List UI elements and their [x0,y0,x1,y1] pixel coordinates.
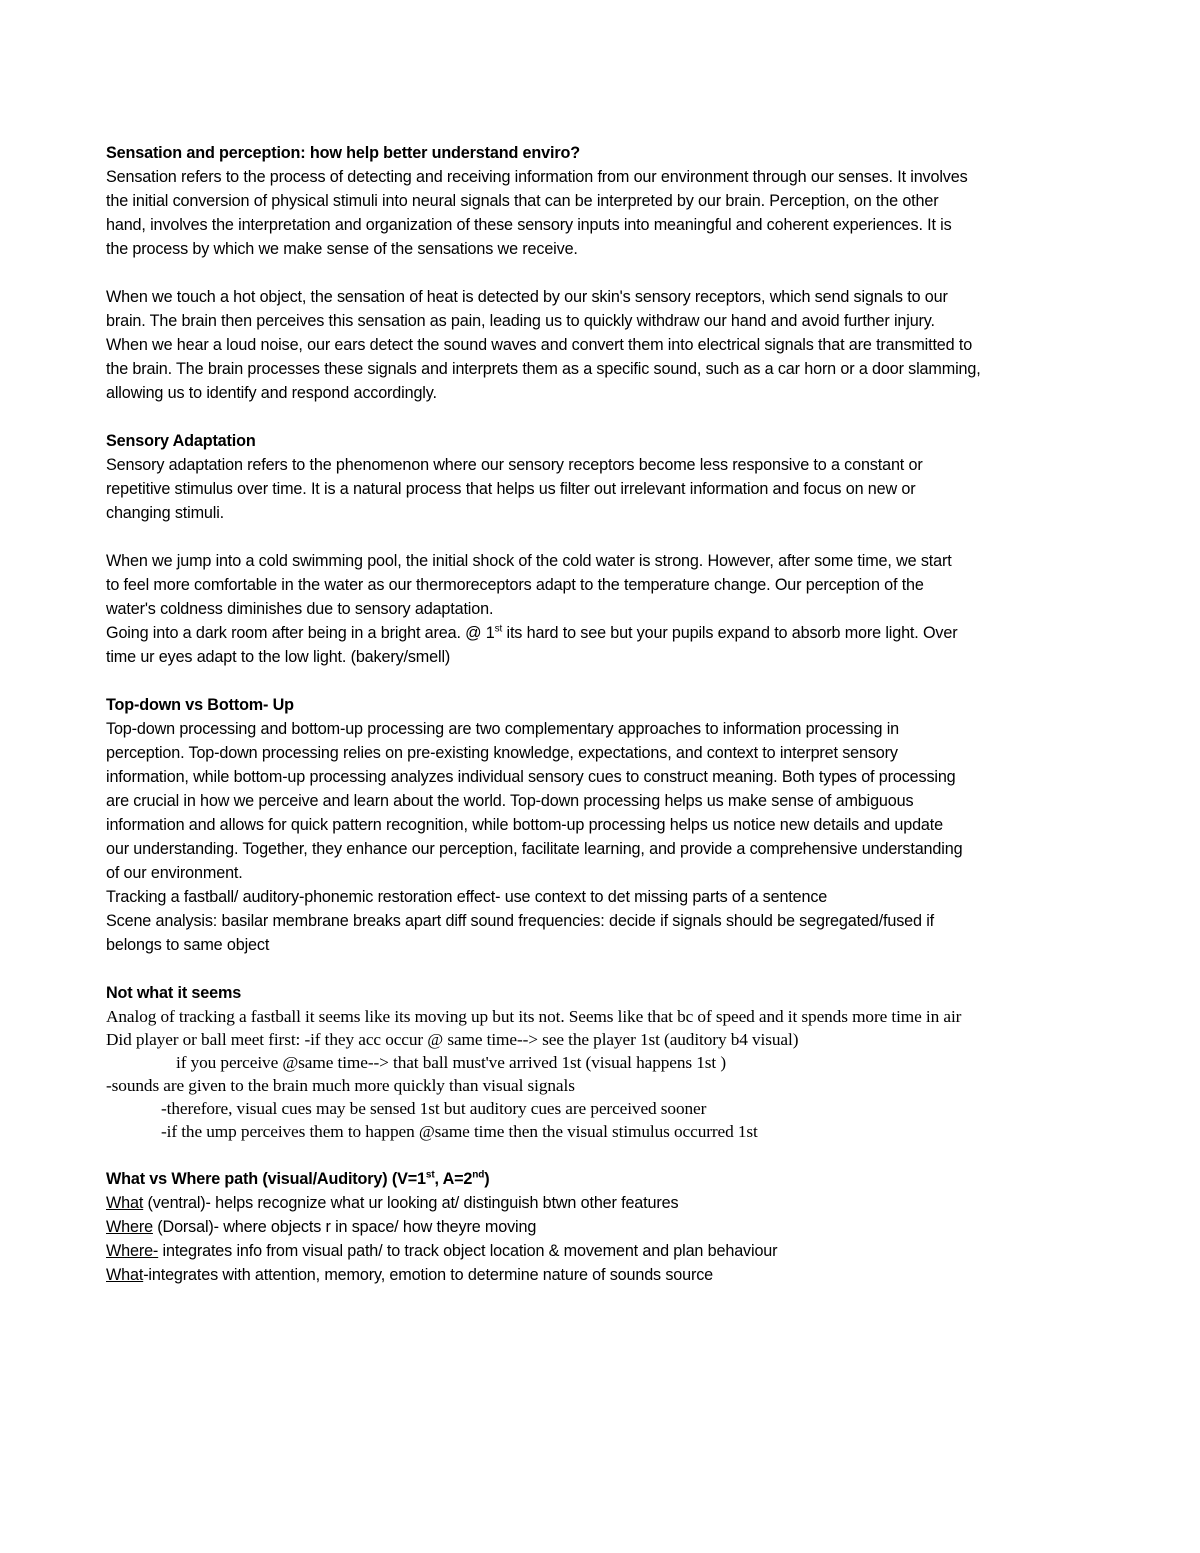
paragraph-line [106,621,1106,645]
spacer [106,1143,1106,1167]
spacer [106,261,1106,285]
section-heading-top-down: Top-down vs Bottom- Up [106,696,294,714]
paragraph-line: to feel more comfortable in the water as our thermoreceptors adapt to the temperature change. Our perception of the [106,576,924,594]
definition: -integrates with attention, memory, emotion to determine nature of sounds source [143,1266,714,1284]
spacer [106,669,1106,693]
paragraph-line: time ur eyes adapt to the low light. (bakery/smell) [106,648,451,666]
paragraph-line: When we touch a hot object, the sensation of heat is detected by our skin's sensory receptors, which send signals to our [106,288,948,306]
paragraph-line: allowing us to identify and respond accordingly. [106,384,437,402]
text-run: What vs Where path (visual/Auditory) (V=1 [106,1170,426,1188]
superscript: nd [472,1169,485,1181]
paragraph-line: Sensory adaptation refers to the phenomenon where our sensory receptors become less responsive to a constant or [106,456,923,474]
paragraph-line: When we hear a loud noise, our ears detect the sound waves and convert them into electrical signals that are transmitted to [106,336,973,354]
definition-line [106,1215,1106,1239]
definition: (ventral)- helps recognize what ur looking at/ distinguish btwn other features [143,1194,679,1212]
section-heading-sensory-adaptation: Sensory Adaptation [106,432,256,450]
section-heading-sensation: Sensation and perception: how help better understand enviro? [106,144,580,162]
paragraph-line: Tracking a fastball/ auditory-phonemic restoration effect- use context to det missing parts of a sentence [106,888,828,906]
section-heading-not-what-it-seems: Not what it seems [106,984,242,1002]
paragraph-line: hand, involves the interpretation and organization of these sensory inputs into meaningful and coherent experiences. It is [106,216,952,234]
superscript: st [425,1169,435,1181]
paragraph-line: information, while bottom-up processing analyzes individual sensory cues to construct meaning. Both types of processing [106,768,956,786]
paragraph-line: belongs to same object [106,936,270,954]
term: Where- [106,1242,159,1260]
paragraph-line: When we jump into a cold swimming pool, the initial shock of the cold water is strong. However, after some time, we start [106,552,952,570]
paragraph-line: -therefore, visual cues may be sensed 1st but auditory cues are perceived sooner [161,1099,707,1118]
text-run: Going into a dark room after being in a bright area. @ 1 [106,624,495,642]
paragraph-line: brain. The brain then perceives this sensation as pain, leading us to quickly withdraw our hand and avoid further injury. [106,312,935,330]
paragraph-line: changing stimuli. [106,504,225,522]
paragraph-line: the brain. The brain processes these signals and interprets them as a specific sound, such as a car horn or a door slamming, [106,360,981,378]
paragraph-line: our understanding. Together, they enhance our perception, facilitate learning, and provide a comprehensive understanding [106,840,963,858]
text-run: ) [484,1170,490,1188]
definition-line [106,1263,1106,1287]
paragraph-line: the initial conversion of physical stimuli into neural signals that can be interpreted by our brain. Perception, on the other [106,192,939,210]
paragraph-line: Sensation refers to the process of detecting and receiving information from our environment through our senses. It involves [106,168,968,186]
paragraph-line: -if the ump perceives them to happen @same time then the visual stimulus occurred 1st [161,1122,758,1141]
paragraph-line: -sounds are given to the brain much more quickly than visual signals [106,1076,575,1095]
spacer [106,957,1106,981]
text-run: its hard to see but your pupils expand to absorb more light. Over [502,624,958,642]
paragraph-line: Analog of tracking a fastball it seems like its moving up but its not. Seems like that bc of speed and it spends more time in air [106,1007,962,1026]
paragraph-line: the process by which we make sense of the sensations we receive. [106,240,578,258]
paragraph-line: water's coldness diminishes due to sensory adaptation. [106,600,494,618]
superscript: st [494,623,503,635]
text-run: , A=2 [434,1170,473,1188]
definition-line [106,1191,1106,1215]
term: What [106,1194,144,1212]
definition-line [106,1239,1106,1263]
section-heading-what-vs-where [106,1167,1106,1191]
paragraph-line: repetitive stimulus over time. It is a natural process that helps us filter out irrelevant information and focus on new or [106,480,916,498]
term: What [106,1266,144,1284]
paragraph-line: Scene analysis: basilar membrane breaks apart diff sound frequencies: decide if signals should be segregated/fused if [106,912,935,930]
paragraph-line: are crucial in how we perceive and learn about the world. Top-down processing helps us make sense of ambiguous [106,792,914,810]
paragraph-line: Top-down processing and bottom-up processing are two complementary approaches to information processing in [106,720,900,738]
document-page [106,141,1106,1287]
paragraph-line: if you perceive @same time--> that ball must've arrived 1st (visual happens 1st ) [176,1053,726,1072]
term: Where [106,1218,153,1236]
definition: integrates info from visual path/ to track object location & movement and plan behaviour [158,1242,778,1260]
spacer [106,525,1106,549]
paragraph-line: Did player or ball meet first: -if they acc occur @ same time--> see the player 1st (auditory b4 visual) [106,1030,799,1049]
paragraph-line: perception. Top-down processing relies on pre-existing knowledge, expectations, and context to interpret sensory [106,744,898,762]
paragraph-line: of our environment. [106,864,243,882]
spacer [106,405,1106,429]
paragraph-line: information and allows for quick pattern recognition, while bottom-up processing helps us notice new details and update [106,816,943,834]
definition: (Dorsal)- where objects r in space/ how theyre moving [152,1218,537,1236]
